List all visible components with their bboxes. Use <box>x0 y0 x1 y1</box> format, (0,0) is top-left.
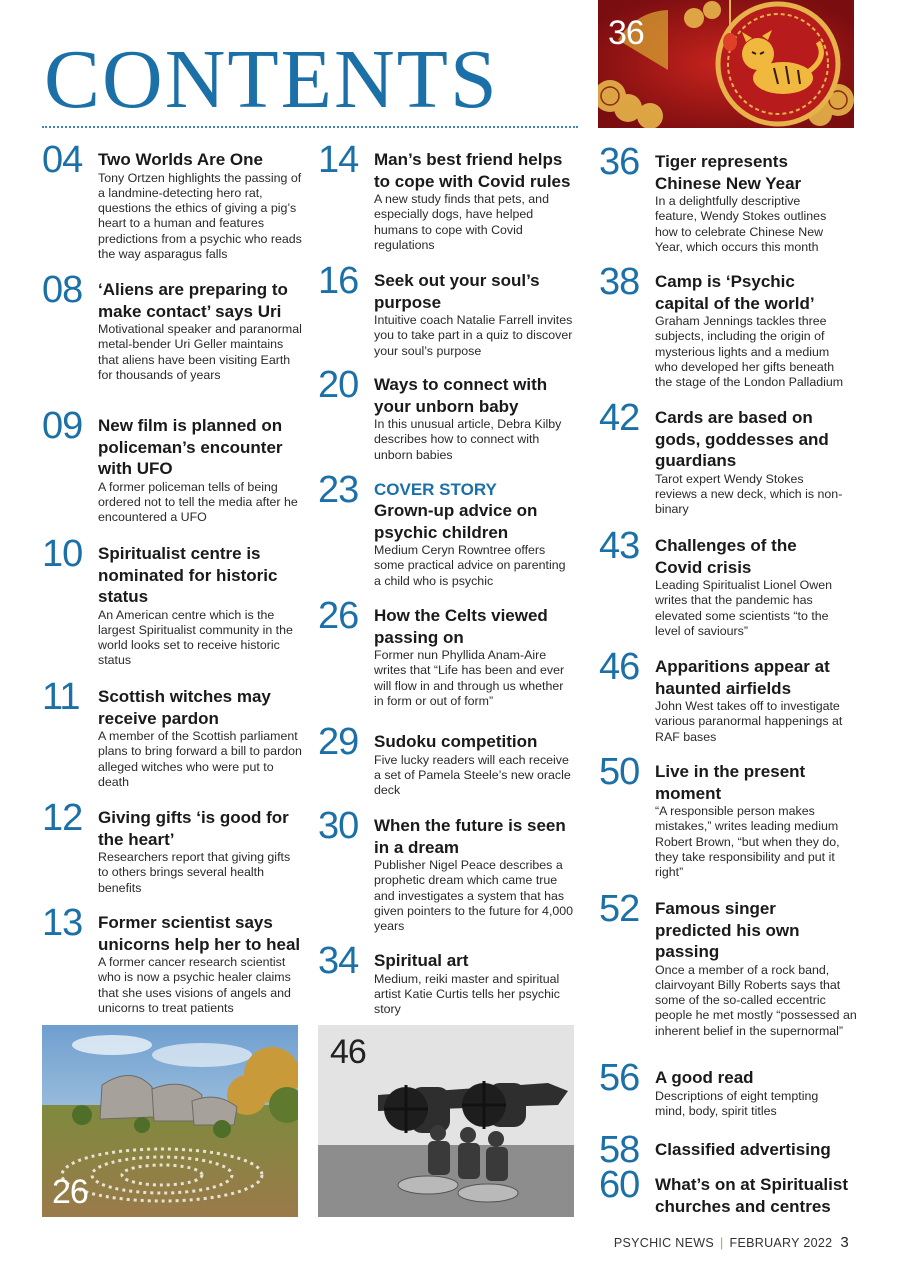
entry-description: Tony Ortzen highlights the passing of a landmine-detecting hero rat, questions the ethics of giving a pig’s heart to a human and features predictions from a psychic who reads the way asparagus falls <box>98 170 302 261</box>
entry-title: Challenges of the Covid crisis <box>655 536 797 577</box>
entry-page-number: 46 <box>599 646 640 688</box>
entry-description: An American centre which is the largest Spiritualist community in the world looks set to receive historic status <box>98 607 293 668</box>
entry-description: Publisher Nigel Peace describes a prophetic dream which came true and investigates a system that has given pointers to the future for 4,000 years <box>374 858 574 934</box>
publication-name: PSYCHIC NEWS <box>613 1236 714 1250</box>
entry-title: Classified advertising <box>655 1140 831 1159</box>
entry-page-number: 60 <box>599 1164 640 1206</box>
entry-description: Tarot expert Wendy Stokes reviews a new deck, which is non-binary <box>655 471 843 517</box>
entry-title: Ways to connect with your unborn baby <box>374 375 548 416</box>
page-footer <box>614 1234 849 1251</box>
entry-page-number: 12 <box>42 797 83 839</box>
entry-title: Tiger represents Chinese New Year <box>655 152 802 193</box>
entry-page-number: 38 <box>599 261 640 303</box>
entry-page-number: 08 <box>42 269 83 311</box>
entry-title: Cards are based on gods, goddesses and guardians <box>655 408 829 470</box>
entry-description: In a delightfully descriptive feature, Wendy Stokes outlines how to celebrate Chinese New Year, which occurs this month <box>655 194 827 254</box>
footer-separator: | <box>719 1236 724 1250</box>
entry-page-number: 52 <box>599 888 640 930</box>
entry-description: Five lucky readers will each receive a set of Pamela Steele’s new oracle deck <box>374 752 571 798</box>
photo-page-label: 46 <box>330 1033 366 1071</box>
entry-page-number: 20 <box>318 364 359 406</box>
entry-title: Man’s best friend helps to cope with Covid rules <box>374 150 571 191</box>
entry-title: Camp is ‘Psychic capital of the world’ <box>655 272 815 313</box>
entry-page-number: 29 <box>318 721 359 763</box>
entry-title: Former scientist says unicorns help her to heal <box>98 913 301 954</box>
entry-page-number: 43 <box>599 525 640 567</box>
airfield-photo <box>318 1025 574 1217</box>
entry-page-number: 56 <box>599 1057 640 1099</box>
entry-page-number: 50 <box>599 751 640 793</box>
entry-title: ‘Aliens are preparing to make contact’ says Uri <box>98 280 288 321</box>
entry-title: A good read <box>655 1068 754 1087</box>
entry-description: John West takes off to investigate various paranormal happenings at RAF bases <box>655 699 843 744</box>
entry-page-number: 10 <box>42 533 83 575</box>
page-number: 3 <box>840 1234 849 1251</box>
entry-description: Researchers report that giving gifts to others brings several health benefits <box>98 850 291 895</box>
entry-page-number: 09 <box>42 405 83 447</box>
entry-title: New film is planned on policeman’s encounter with UFO <box>98 416 283 478</box>
dotted-divider <box>42 126 578 128</box>
entry-title: How the Celts viewed passing on <box>374 606 548 647</box>
entry-title: Spiritualist centre is nominated for historic status <box>98 544 278 606</box>
entry-title: Giving gifts ‘is good for the heart’ <box>98 808 289 849</box>
entry-page-number: 36 <box>599 141 640 183</box>
entry-page-number: 42 <box>599 397 640 439</box>
photo-page-label: 36 <box>608 14 644 52</box>
entry-description: Graham Jennings tackles three subjects, including the origin of mysterious lights and a medium who developed her gifts beneath the stage of the London Palladium <box>655 314 844 390</box>
cover-story-kicker: COVER STORY <box>374 480 497 499</box>
entry-description: Motivational speaker and paranormal metal-bender Uri Geller maintains that aliens have been visiting Earth for thousands of years <box>98 322 302 382</box>
page-title: CONTENTS <box>44 33 499 126</box>
entry-description: “A responsible person makes mistakes,” writes leading medium Robert Brown, “but when they do, they take responsibility and put it right” <box>655 804 840 880</box>
entry-title: Apparitions appear at haunted airfields <box>655 657 830 698</box>
entry-title: Live in the present moment <box>655 762 806 803</box>
entry-description: Intuitive coach Natalie Farrell invites you to take part in a quiz to discover your soul’s purpose <box>374 313 573 358</box>
entry-description: Descriptions of eight tempting mind, body, spirit titles <box>655 1088 819 1118</box>
entry-page-number: 04 <box>42 139 83 181</box>
entry-page-number: 16 <box>318 260 359 302</box>
entry-description: In this unusual article, Debra Kilby describes how to connect with unborn babies <box>374 417 562 462</box>
tiger-photo <box>598 0 854 128</box>
entry-page-number: 14 <box>318 139 359 181</box>
entry-title: Spiritual art <box>374 951 469 970</box>
entry-page-number: 23 <box>318 469 359 511</box>
entry-description: A member of the Scottish parliament plans to bring forward a bill to pardon alleged witches who were put to death <box>98 729 302 789</box>
entry-page-number: 30 <box>318 805 359 847</box>
entry-description: A former policeman tells of being ordered not to tell the media after he encountered a UFO <box>98 479 298 525</box>
entry-title: What’s on at Spiritualist churches and centres <box>655 1175 848 1216</box>
issue-date: FEBRUARY 2022 <box>729 1236 833 1250</box>
entry-description: Medium, reiki master and spiritual artist Katie Curtis tells her psychic story <box>374 971 560 1017</box>
photo-page-label: 26 <box>52 1173 88 1211</box>
entry-page-number: 26 <box>318 595 359 637</box>
entry-page-number: 34 <box>318 940 359 982</box>
entry-page-number: 58 <box>599 1129 640 1171</box>
entry-title: Two Worlds Are One <box>98 150 263 169</box>
entry-page-number: 13 <box>42 902 83 944</box>
entry-description: Medium Ceryn Rowntree offers some practical advice on parenting a child who is psychic <box>374 543 566 588</box>
entry-title: Grown-up advice on psychic children <box>374 501 538 542</box>
entry-page-number: 11 <box>42 676 80 718</box>
entry-title: Scottish witches may receive pardon <box>98 687 271 728</box>
entry-description: A new study finds that pets, and especially dogs, have helped humans to cope with Covid regulations <box>374 192 549 252</box>
entry-description: Once a member of a rock band, clairvoyant Billy Roberts says that some of the so-called eccentric people he met mostly “possessed an inherent belief in the supernormal” <box>655 962 857 1038</box>
entry-description: Leading Spiritualist Lionel Owen writes that the pandemic has elevated some scientists “to the level of saviours” <box>655 578 833 638</box>
entry-title: Sudoku competition <box>374 732 538 751</box>
entry-title: Famous singer predicted his own passing <box>655 899 800 961</box>
entry-title: When the future is seen in a dream <box>374 816 566 857</box>
entry-title: Seek out your soul’s purpose <box>374 271 540 312</box>
stone-circle-photo <box>42 1025 298 1217</box>
entry-description: A former cancer research scientist who is now a psychic healer claims that she uses visions of angels and unicorns to treat patients <box>98 955 291 1015</box>
entry-description: Former nun Phyllida Anam-Aire writes that “Life has been and ever will flow in and through us whether in form or out of form” <box>374 648 565 708</box>
